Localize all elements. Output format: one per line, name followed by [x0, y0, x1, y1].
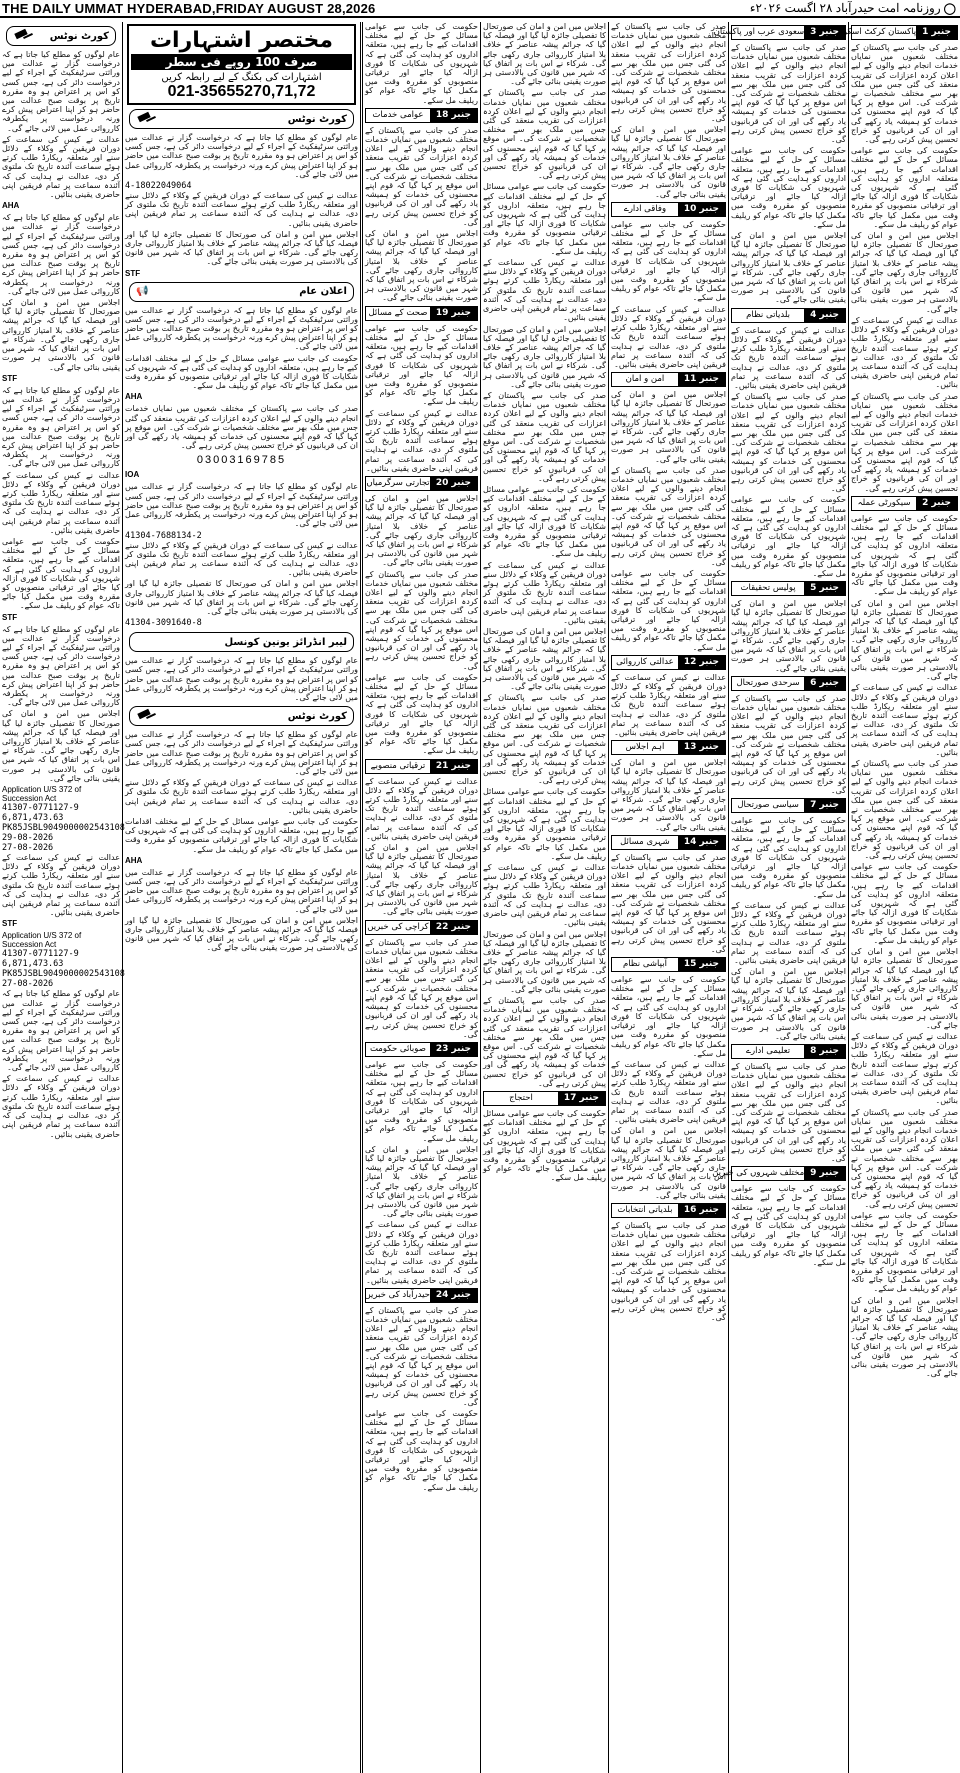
- court-notice-label-text: کورٹ نوٹس: [49, 30, 109, 42]
- news-paragraph: حکومت کی جانب سے عوامی مسائل کے حل کے لیے مختلف اقدامات کیے جا رہے ہیں، متعلقہ اداروں کو ہدایت کی گئی ہے کہ شہریوں کی شکایات کا فوری ازالہ کیا جائے اور ترقیاتی منصوبوں کو مقررہ وقت میں مکمل کیا جائے تاکہ عوام کو ریلیف مل سکے۔: [611, 219, 726, 303]
- news-text: [365, 126, 478, 303]
- news-paragraph: عدالت نے کیس کی سماعت کے دوران فریقین کے وکلاء کے دلائل سنے اور متعلقہ ریکارڈ طلب کرتے ہوئے سماعت آئندہ تاریخ تک ملتوی کر دی، عدالت نے ہدایت کی کہ آئندہ سماعت پر تمام فریقین اپنی حاضری یقینی بنائیں۔: [611, 1059, 726, 1125]
- heading-title: پولیس تحقیقات: [740, 583, 796, 594]
- news-text: [611, 220, 726, 369]
- heading-title: سعودی عرب اور پاکستان: [713, 27, 805, 37]
- section-heading-9: [712, 1166, 846, 1181]
- ad-phone-number: 03003169785: [196, 454, 287, 467]
- news-paragraph: عدالت نے کیس کی سماعت کے دوران فریقین کے وکلاء کے دلائل سنے اور متعلقہ ریکارڈ طلب کرتے ہوئے سماعت آئندہ تاریخ تک ملتوی کر دی، عدالت نے ہدایت کی کہ آئندہ سماعت پر تمام فریقین اپنی حاضری یقینی بنائیں۔: [731, 900, 846, 966]
- columns: [0, 22, 960, 1773]
- news-text: [851, 43, 958, 493]
- notice-stamp: AHA: [125, 855, 143, 865]
- notice-paragraph: عام لوگوں کو مطلع کیا جاتا ہے کہ درخواست گزار نے عدالت میں وراثتی سرٹیفکیٹ کے اجراء کے لیے درخواست دائر کی ہے، جس کسی کو اس پر اعتراض ہو وہ مقررہ تاریخ پر بوقت صبح عدالت میں حاضر ہو کر اپنا اعتراض پیش کرے ورنہ درخواست پر یکطرفہ کارروائی عمل میں لائی جائے گی۔: [125, 656, 358, 702]
- news-text: [611, 758, 726, 832]
- section-heading-18: [365, 108, 478, 123]
- news-paragraph: حکومت کی جانب سے عوامی مسائل کے حل کے لیے مختلف اقدامات کیے جا رہے ہیں، متعلقہ اداروں کو ہدایت کی گئی ہے کہ شہریوں کی شکایات کا فوری ازالہ کیا جائے اور ترقیاتی منصوبوں کو مقررہ وقت میں مکمل کیا جائے تاکہ عوام کو ریلیف مل سکے۔: [483, 182, 606, 256]
- news-paragraph: عدالت نے کیس کی سماعت کے دوران فریقین کے وکلاء کے دلائل سنے اور متعلقہ ریکارڈ طلب کرتے ہوئے سماعت آئندہ تاریخ تک ملتوی کر دی، عدالت نے ہدایت کی کہ آئندہ سماعت پر تمام فریقین اپنی حاضری یقینی بنائیں۔: [851, 1031, 958, 1106]
- heading-title: پاکستان کرکٹ اسکواڈ: [836, 27, 917, 37]
- notice-paragraph: عام لوگوں کو مطلع کیا جاتا ہے کہ درخواست گزار نے عدالت میں وراثتی سرٹیفکیٹ کے اجراء کے لیے درخواست دائر کی ہے، جس کسی کو اس پر اعتراض ہو وہ مقررہ تاریخ پر بوقت صبح عدالت میں حاضر ہو کر اپنا اعتراض پیش کرے ورنہ درخواست پر یکطرفہ کارروائی عمل میں لائی جائے گی۔: [2, 385, 120, 469]
- notice-text: [2, 386, 120, 611]
- heading-number: جنبر 12: [678, 656, 725, 669]
- heading-number: جنبر 11: [678, 373, 725, 386]
- news-paragraph: حکومت کی جانب سے عوامی مسائل کے حل کے لیے مختلف اقدامات کیے جا رہے ہیں، متعلقہ اداروں کو ہدایت کی گئی ہے کہ شہریوں کی شکایات کا فوری ازالہ کیا جائے اور ترقیاتی منصوبوں کو مقررہ وقت میں مکمل کیا جائے تاکہ عوام کو ریلیف مل سکے۔: [483, 1108, 606, 1183]
- iban-number: PK85JSBL9049000002543108: [2, 823, 125, 834]
- promo-contact: اشتہارات کی بکنگ کے لیے رابطہ کریں: [161, 72, 322, 83]
- news-paragraph: عدالت نے کیس کی سماعت کے دوران فریقین کے وکلاء کے دلائل سنے اور متعلقہ ریکارڈ طلب کرتے ہوئے سماعت آئندہ تاریخ تک ملتوی کر دی، عدالت نے ہدایت کی کہ آئندہ سماعت پر تمام فریقین اپنی حاضری یقینی بنائیں۔: [851, 683, 958, 757]
- news-paragraph: حکومت کی جانب سے عوامی مسائل کے حل کے لیے مختلف اقدامات کیے جا رہے ہیں، متعلقہ اداروں کو ہدایت کی گئی ہے کہ شہریوں کی شکایات کا فوری ازالہ کیا جائے اور ترقیاتی منصوبوں کو مقررہ وقت میں مکمل کیا جائے تاکہ عوام کو ریلیف مل سکے۔: [611, 568, 726, 652]
- amount: 6,871,473.63: [2, 959, 64, 970]
- news-text: [731, 816, 846, 1041]
- masthead-urdu-text: روزنامہ امت حیدرآباد ۲۸ اگست ۲۰۲۶ء: [749, 1, 941, 15]
- union-council-label: [129, 632, 354, 652]
- news-text: [611, 1221, 726, 1322]
- news-paragraph: صدر کی جانب سے پاکستان کے مختلف شعبوں میں نمایاں خدمات انجام دینے والوں کے لیے اعلان کردہ اعزازات کی تقریب منعقد کی گئی جس میں ملک بھر سے مختلف شخصیات نے شرکت کی۔ اس موقع پر کہا گیا کہ قوم اپنے محسنوں کی خدمات کو ہمیشہ یاد رکھے گی اور ان کی قربانیوں کو خراج تحسین پیش کرتی رہے گی۔: [731, 392, 846, 494]
- news-paragraph: صدر کی جانب سے پاکستان کے مختلف شعبوں میں نمایاں خدمات انجام دینے والوں کے لیے اعلان کردہ اعزازات کی تقریب منعقد کی گئی جس میں ملک بھر سے مختلف شخصیات نے شرکت کی۔ اس موقع پر کہا گیا کہ قوم اپنے محسنوں کی خدمات کو ہمیشہ یاد رکھے گی اور ان کی قربانیوں کو خراج تحسین پیش کرتی رہے گی۔: [365, 569, 478, 671]
- heading-title: حیدرآباد کی خبریں: [364, 1289, 430, 1300]
- section-heading-5: [731, 581, 846, 596]
- news-paragraph: حکومت کی جانب سے عوامی مسائل کے حل کے لیے مختلف اقدامات کیے جا رہے ہیں، متعلقہ اداروں کو ہدایت کی گئی ہے کہ شہریوں کی شکایات کا فوری ازالہ کیا جائے اور ترقیاتی منصوبوں کو مقررہ وقت میں مکمل کیا جائے تاکہ عوام کو ریلیف مل سکے۔: [851, 1210, 958, 1294]
- heading-number: جنبر 21: [430, 760, 477, 773]
- news-paragraph: عدالت نے کیس کی سماعت کے دوران فریقین کے وکلاء کے دلائل سنے اور متعلقہ ریکارڈ طلب کرتے ہوئے سماعت آئندہ تاریخ تک ملتوی کر دی، عدالت نے ہدایت کی کہ آئندہ سماعت پر تمام فریقین اپنی حاضری یقینی بنائیں۔: [365, 408, 478, 473]
- notice-paragraph: عدالت نے کیس کی سماعت کے دوران فریقین کے وکلاء کے دلائل سنے اور متعلقہ ریکارڈ طلب کرتے ہوئے سماعت آئندہ تاریخ تک ملتوی کر دی، عدالت نے ہدایت کی کہ آئندہ سماعت پر تمام فریقین اپنی حاضری یقینی بنائیں۔: [2, 134, 120, 200]
- heading-number: جنبر 13: [678, 741, 725, 754]
- heading-number: جنبر 24: [430, 1289, 477, 1302]
- gavel-icon: [13, 29, 35, 43]
- heading-title: سرحدی صورتحال: [736, 677, 800, 688]
- news-text: [365, 938, 478, 1039]
- heading-title: ترقیاتی منصوبے: [370, 760, 426, 771]
- news-paragraph: اجلاس میں امن و امان کی صورتحال کا تفصیلی جائزہ لیا گیا اور فیصلہ کیا گیا کہ جرائم پیشہ عناصر کے خلاف بلا امتیاز کارروائی جاری رکھی جائے گی۔ شرکاء نے اس بات پر اتفاق کیا کہ شہر میں قانون کی بالادستی ہر صورت یقینی بنائی جائے گی۔: [611, 125, 726, 199]
- news-paragraph: صدر کی جانب سے پاکستان کے مختلف شعبوں میں نمایاں خدمات انجام دینے والوں کے لیے اعلان کردہ اعزازات کی تقریب منعقد کی گئی جس میں ملک بھر سے مختلف شخصیات نے شرکت کی۔ اس موقع پر کہا گیا کہ قوم اپنے محسنوں کی خدمات کو ہمیشہ یاد رکھے گی اور ان کی قربانیوں کو خراج تحسین پیش کرتی رہے گی۔: [851, 43, 958, 145]
- news-paragraph: حکومت کی جانب سے عوامی مسائل کے حل کے لیے مختلف اقدامات کیے جا رہے ہیں، متعلقہ اداروں کو ہدایت کی گئی ہے کہ شہریوں کی شکایات کا فوری ازالہ کیا جائے اور ترقیاتی منصوبوں کو مقررہ وقت میں مکمل کیا جائے تاکہ عوام کو ریلیف مل سکے۔: [851, 862, 958, 945]
- news-paragraph: صدر کی جانب سے پاکستان کے مختلف شعبوں میں نمایاں خدمات انجام دینے والوں کے لیے اعلان کردہ اعزازات کی تقریب منعقد کی گئی جس میں ملک بھر سے مختلف شخصیات نے شرکت کی۔ اس موقع پر کہا گیا کہ قوم اپنے محسنوں کی خدمات کو ہمیشہ یاد رکھے گی اور ان کی قربانیوں کو خراج تحسین پیش کرتی رہے گی۔: [611, 465, 726, 567]
- heading-title: سیکورٹی عملہ: [857, 497, 911, 508]
- notice-stamp: STF: [2, 919, 18, 929]
- section-heading-12: [611, 655, 726, 670]
- heading-title: سیاسی صورتحال: [737, 800, 799, 811]
- heading-number: جنبر 10: [678, 203, 725, 216]
- announcement-label: [129, 282, 354, 302]
- news-paragraph: صدر کی جانب سے پاکستان کے مختلف شعبوں میں نمایاں خدمات انجام دینے والوں کے لیے اعلان کردہ اعزازات کی تقریب منعقد کی گئی جس میں ملک بھر سے مختلف شخصیات نے شرکت کی۔ اس موقع پر کہا گیا کہ قوم اپنے محسنوں کی خدمات کو ہمیشہ یاد رکھے گی اور ان کی قربانیوں کو خراج تحسین پیش کرتی رہے گی۔: [851, 759, 958, 861]
- notice-paragraph: حکومت کی جانب سے عوامی مسائل کے حل کے لیے مختلف اقدامات کیے جا رہے ہیں، متعلقہ اداروں کو ہدایت کی گئی ہے کہ شہریوں کی شکایات کا فوری ازالہ کیا جائے اور ترقیاتی منصوبوں کو مقررہ وقت میں مکمل کیا جائے تاکہ عوام کو ریلیف مل سکے۔: [125, 353, 358, 391]
- news-paragraph: عدالت نے کیس کی سماعت کے دوران فریقین کے وکلاء کے دلائل سنے اور متعلقہ ریکارڈ طلب کرتے ہوئے سماعت آئندہ تاریخ تک ملتوی کر دی، عدالت نے ہدایت کی کہ آئندہ سماعت پر تمام فریقین اپنی حاضری یقینی بنائیں۔: [365, 1220, 478, 1285]
- news-paragraph: صدر کی جانب سے پاکستان کے مختلف شعبوں میں نمایاں خدمات انجام دینے والوں کے لیے اعلان کردہ اعزازات کی تقریب منعقد کی گئی جس میں ملک بھر سے مختلف شخصیات نے شرکت کی۔ اس موقع پر کہا گیا کہ قوم اپنے محسنوں کی خدمات کو ہمیشہ یاد رکھے گی اور ان کی قربانیوں کو خراج تحسین پیش کرتی رہے گی۔: [731, 43, 846, 145]
- notice-date: 27-08-2026: [2, 979, 54, 990]
- notice-paragraph: عام لوگوں کو مطلع کیا جاتا ہے کہ درخواست گزار نے عدالت میں وراثتی سرٹیفکیٹ کے اجراء کے لیے درخواست دائر کی ہے، جس کسی کو اس پر اعتراض ہو وہ مقررہ تاریخ پر بوقت صبح عدالت میں حاضر ہو کر اپنا اعتراض پیش کرے ورنہ درخواست پر یکطرفہ کارروائی عمل میں لائی جائے گی۔: [125, 730, 358, 776]
- heading-title: تجارتی سرگرمیاں: [366, 477, 430, 488]
- heading-number: جنبر 3: [804, 26, 845, 39]
- notice-paragraph: عدالت نے کیس کی سماعت کے دوران فریقین کے وکلاء کے دلائل سنے اور متعلقہ ریکارڈ طلب کرتے ہوئے سماعت آئندہ تاریخ تک ملتوی کر دی، عدالت نے ہدایت کی کہ آئندہ سماعت پر تمام فریقین اپنی حاضری یقینی بنائیں۔: [125, 191, 358, 228]
- heading-title: صوبائی حکومت: [369, 1043, 426, 1054]
- news-paragraph: صدر کی جانب سے پاکستان کے مختلف شعبوں میں نمایاں خدمات انجام دینے والوں کے لیے اعلان کردہ اعزازات کی تقریب منعقد کی گئی جس میں ملک بھر سے مختلف شخصیات نے شرکت کی۔ اس موقع پر کہا گیا کہ قوم اپنے محسنوں کی خدمات کو ہمیشہ یاد رکھے گی اور ان کی قربانیوں کو خراج تحسین پیش کرتی رہے گی۔: [731, 1061, 846, 1163]
- column-news-7: [836, 22, 960, 1773]
- news-paragraph: حکومت کی جانب سے عوامی مسائل کے حل کے لیے مختلف اقدامات کیے جا رہے ہیں، متعلقہ اداروں کو ہدایت کی گئی ہے کہ شہریوں کی شکایات کا فوری ازالہ کیا جائے اور ترقیاتی منصوبوں کو مقررہ وقت میں مکمل کیا جائے تاکہ عوام کو ریلیف مل سکے۔: [851, 513, 958, 597]
- section-heading-7: [731, 798, 846, 813]
- notice-paragraph: اجلاس میں امن و امان کی صورتحال کا تفصیلی جائزہ لیا گیا اور فیصلہ کیا گیا کہ جرائم پیشہ عناصر کے خلاف بلا امتیاز کارروائی جاری رکھی جائے گی۔ شرکاء نے اس بات پر اتفاق کیا کہ شہر میں قانون کی بالادستی ہر صورت یقینی بنائی جائے گی۔: [125, 579, 358, 616]
- section-heading-10: [611, 202, 726, 217]
- news-text: [483, 1109, 606, 1183]
- notice-stamp: IOA: [125, 470, 140, 480]
- news-paragraph: صدر کی جانب سے پاکستان کے مختلف شعبوں میں نمایاں خدمات انجام دینے والوں کے لیے اعلان کردہ اعزازات کی تقریب منعقد کی گئی جس میں ملک بھر سے مختلف شخصیات نے شرکت کی۔ اس موقع پر کہا گیا کہ قوم اپنے محسنوں کی خدمات کو ہمیشہ یاد رکھے گی اور ان کی قربانیوں کو خراج تحسین پیش کرتی رہے گی۔: [851, 1107, 958, 1209]
- news-paragraph: اجلاس میں امن و امان کی صورتحال کا تفصیلی جائزہ لیا گیا اور فیصلہ کیا گیا کہ جرائم پیشہ عناصر کے خلاف بلا امتیاز کارروائی جاری رکھی جائے گی۔ شرکاء نے اس بات پر اتفاق کیا کہ شہر میں قانون کی بالادستی ہر صورت یقینی بنائی جائے گی۔: [365, 493, 478, 568]
- iban-number: PK85JSBL9049000002543108: [2, 969, 125, 980]
- notice-paragraph: عدالت نے کیس کی سماعت کے دوران فریقین کے وکلاء کے دلائل سنے اور متعلقہ ریکارڈ طلب کرتے ہوئے سماعت آئندہ تاریخ تک ملتوی کر دی، عدالت نے ہدایت کی کہ آئندہ سماعت پر تمام فریقین اپنی حاضری یقینی بنائیں۔: [125, 778, 358, 815]
- notice-text: [2, 50, 120, 199]
- notice-stamp: AHA: [2, 201, 20, 211]
- section-heading-17: [483, 1091, 606, 1106]
- news-paragraph: اجلاس میں امن و امان کی صورتحال کا تفصیلی جائزہ لیا گیا اور فیصلہ کیا گیا کہ جرائم پیشہ عناصر کے خلاف بلا امتیاز کارروائی جاری رکھی جائے گی۔ شرکاء نے اس بات پر اتفاق کیا کہ شہر میں قانون کی بالادستی ہر صورت یقینی بنائی جائے گی۔: [483, 324, 606, 389]
- news-paragraph: صدر کی جانب سے پاکستان کے مختلف شعبوں میں نمایاں خدمات انجام دینے والوں کے لیے اعلان کردہ اعزازات کی تقریب منعقد کی گئی جس میں ملک بھر سے مختلف شخصیات نے شرکت کی۔ اس موقع پر کہا گیا کہ قوم اپنے محسنوں کی خدمات کو ہمیشہ یاد رکھے گی اور ان کی قربانیوں کو خراج تحسین پیش کرتی رہے گی۔: [483, 995, 606, 1088]
- heading-title: احتجاج: [509, 1092, 533, 1103]
- heading-number: جنبر 6: [804, 677, 845, 690]
- news-paragraph: صدر کی جانب سے پاکستان کے مختلف شعبوں میں نمایاں خدمات انجام دینے والوں کے لیے اعلان کردہ اعزازات کی تقریب منعقد کی گئی جس میں ملک بھر سے مختلف شخصیات نے شرکت کی۔ اس موقع پر کہا گیا کہ قوم اپنے محسنوں کی خدمات کو ہمیشہ یاد رکھے گی اور ان کی قربانیوں کو خراج تحسین پیش کرتی رہے گی۔: [365, 1305, 478, 1407]
- news-paragraph: حکومت کی جانب سے عوامی مسائل کے حل کے لیے مختلف اقدامات کیے جا رہے ہیں، متعلقہ اداروں کو ہدایت کی گئی ہے کہ شہریوں کی شکایات کا فوری ازالہ کیا جائے اور ترقیاتی منصوبوں کو مقررہ وقت میں مکمل کیا جائے تاکہ عوام کو ریلیف مل سکے۔: [731, 816, 846, 899]
- megaphone-icon: 📢: [136, 286, 149, 298]
- news-text: [851, 514, 958, 1379]
- heading-title: کراچی کی خبریں: [367, 921, 429, 932]
- news-paragraph: صدر کی جانب سے پاکستان کے مختلف شعبوں میں نمایاں خدمات انجام دینے والوں کے لیے اعلان کردہ اعزازات کی تقریب منعقد کی گئی جس میں ملک بھر سے مختلف شخصیات نے شرکت کی۔ اس موقع پر کہا گیا کہ قوم اپنے محسنوں کی خدمات کو ہمیشہ یاد رکھے گی اور ان کی قربانیوں کو خراج تحسین پیش کرتی رہے گی۔: [483, 693, 606, 786]
- promo-phone: 021-35655270,71,72: [167, 83, 316, 100]
- notice-stamp: STF: [2, 612, 18, 622]
- heading-title: آبپاشی نظام: [622, 959, 667, 970]
- ummat-logo-icon: ◯: [940, 3, 956, 15]
- news-text: [611, 673, 726, 737]
- news-paragraph: صدر کی جانب سے پاکستان کے مختلف شعبوں میں نمایاں خدمات انجام دینے والوں کے لیے اعلان کردہ اعزازات کی تقریب منعقد کی گئی جس میں ملک بھر سے مختلف شخصیات نے شرکت کی۔ اس موقع پر کہا گیا کہ قوم اپنے محسنوں کی خدمات کو ہمیشہ یاد رکھے گی اور ان کی قربانیوں کو خراج تحسین پیش کرتی رہے گی۔: [611, 22, 726, 124]
- news-paragraph: اجلاس میں امن و امان کی صورتحال کا تفصیلی جائزہ لیا گیا اور فیصلہ کیا گیا کہ جرائم پیشہ عناصر کے خلاف بلا امتیاز کارروائی جاری رکھی جائے گی۔ شرکاء نے اس بات پر اتفاق کیا کہ شہر میں قانون کی بالادستی ہر صورت یقینی بنائی جائے گی۔: [851, 1295, 958, 1379]
- notice-paragraph: عام لوگوں کو مطلع کیا جاتا ہے کہ درخواست گزار نے عدالت میں وراثتی سرٹیفکیٹ کے اجراء کے لیے درخواست دائر کی ہے، جس کسی کو اس پر اعتراض ہو وہ مقررہ تاریخ پر بوقت صبح عدالت میں حاضر ہو کر اپنا اعتراض پیش کرے ورنہ درخواست پر یکطرفہ کارروائی عمل میں لائی جائے گی۔: [2, 624, 120, 708]
- news-paragraph: حکومت کی جانب سے عوامی مسائل کے حل کے لیے مختلف اقدامات کیے جا رہے ہیں، متعلقہ اداروں کو ہدایت کی گئی ہے کہ شہریوں کی شکایات کا فوری ازالہ کیا جائے اور ترقیاتی منصوبوں کو مقررہ وقت میں مکمل کیا جائے تاکہ عوام کو ریلیف مل سکے۔: [365, 1059, 478, 1143]
- section-heading-13: [611, 740, 726, 755]
- news-text: [365, 777, 478, 917]
- notice-text: [2, 213, 120, 371]
- news-text: [365, 1060, 478, 1285]
- section-heading-20: [365, 476, 478, 491]
- section-heading-11: [611, 372, 726, 387]
- news-paragraph: اجلاس میں امن و امان کی صورتحال کا تفصیلی جائزہ لیا گیا اور فیصلہ کیا گیا کہ جرائم پیشہ عناصر کے خلاف بلا امتیاز کارروائی جاری رکھی جائے گی۔ شرکاء نے اس بات پر اتفاق کیا کہ شہر میں قانون کی بالادستی ہر صورت یقینی بنائی جائے گی۔: [611, 390, 726, 464]
- section-heading-16: [611, 1203, 726, 1218]
- news-paragraph: عدالت نے کیس کی سماعت کے دوران فریقین کے وکلاء کے دلائل سنے اور متعلقہ ریکارڈ طلب کرتے ہوئے سماعت آئندہ تاریخ تک ملتوی کر دی، عدالت نے ہدایت کی کہ آئندہ سماعت پر تمام فریقین اپنی حاضری یقینی بنائیں۔: [851, 315, 958, 390]
- news-text: [483, 22, 606, 1088]
- section-heading-6: [731, 676, 846, 691]
- notice-text: [2, 625, 120, 783]
- masthead: [0, 0, 960, 18]
- news-paragraph: اجلاس میں امن و امان کی صورتحال کا تفصیلی جائزہ لیا گیا اور فیصلہ کیا گیا کہ جرائم پیشہ عناصر کے خلاف بلا امتیاز کارروائی جاری رکھی جائے گی۔ شرکاء نے اس بات پر اتفاق کیا کہ شہر میں قانون کی بالادستی ہر صورت یقینی بنائی جائے گی۔: [483, 627, 606, 692]
- news-paragraph: اجلاس میں امن و امان کی صورتحال کا تفصیلی جائزہ لیا گیا اور فیصلہ کیا گیا کہ جرائم پیشہ عناصر کے خلاف بلا امتیاز کارروائی جاری رکھی جائے گی۔ شرکاء نے اس بات پر اتفاق کیا کہ شہر میں قانون کی بالادستی ہر صورت یقینی بنائی جائے گی۔: [611, 758, 726, 832]
- court-notice-label: [6, 26, 116, 46]
- news-paragraph: صدر کی جانب سے پاکستان کے مختلف شعبوں میں نمایاں خدمات انجام دینے والوں کے لیے اعلان کردہ اعزازات کی تقریب منعقد کی گئی جس میں ملک بھر سے مختلف شخصیات نے شرکت کی۔ اس موقع پر کہا گیا کہ قوم اپنے محسنوں کی خدمات کو ہمیشہ یاد رکھے گی اور ان کی قربانیوں کو خراج تحسین پیش کرتی رہے گی۔: [365, 937, 478, 1039]
- heading-number: جنبر 16: [678, 1204, 725, 1217]
- classified-promo-box: [127, 24, 356, 105]
- heading-title: صحت کے مسائل: [368, 307, 428, 318]
- notice-text: [125, 133, 358, 179]
- heading-title: اہم اجلاس: [625, 742, 665, 753]
- heading-number: جنبر 18: [430, 109, 477, 122]
- notice-paragraph: حکومت کی جانب سے عوامی مسائل کے حل کے لیے مختلف اقدامات کیے جا رہے ہیں، متعلقہ اداروں کو ہدایت کی گئی ہے کہ شہریوں کی شکایات کا فوری ازالہ کیا جائے اور ترقیاتی منصوبوں کو مقررہ وقت میں مکمل کیا جائے تاکہ عوام کو ریلیف مل سکے۔: [2, 536, 120, 611]
- cnic-number: 41304-3091640-8: [125, 618, 202, 629]
- notice-paragraph: عدالت نے کیس کی سماعت کے دوران فریقین کے وکلاء کے دلائل سنے اور متعلقہ ریکارڈ طلب کرتے ہوئے سماعت آئندہ تاریخ تک ملتوی کر دی، عدالت نے ہدایت کی کہ آئندہ سماعت پر تمام فریقین اپنی حاضری یقینی بنائیں۔: [2, 853, 120, 918]
- news-text: [365, 1306, 478, 1492]
- notice-text: [125, 404, 358, 450]
- court-notice-label-text: کورٹ نوٹس: [287, 113, 347, 125]
- gavel-icon: [136, 112, 158, 126]
- notice-paragraph: اجلاس میں امن و امان کی صورتحال کا تفصیلی جائزہ لیا گیا اور فیصلہ کیا گیا کہ جرائم پیشہ عناصر کے خلاف بلا امتیاز کارروائی جاری رکھی جائے گی۔ شرکاء نے اس بات پر اتفاق کیا کہ شہر میں قانون کی بالادستی ہر صورت یقینی بنائی جائے گی۔: [2, 298, 120, 372]
- news-paragraph: اجلاس میں امن و امان کی صورتحال کا تفصیلی جائزہ لیا گیا اور فیصلہ کیا گیا کہ جرائم پیشہ عناصر کے خلاف بلا امتیاز کارروائی جاری رکھی جائے گی۔ شرکاء نے اس بات پر اتفاق کیا کہ شہر میں قانون کی بالادستی ہر صورت یقینی بنائی جائے گی۔: [483, 22, 606, 87]
- news-paragraph: اجلاس میں امن و امان کی صورتحال کا تفصیلی جائزہ لیا گیا اور فیصلہ کیا گیا کہ جرائم پیشہ عناصر کے خلاف بلا امتیاز کارروائی جاری رکھی جائے گی۔ شرکاء نے اس بات پر اتفاق کیا کہ شہر میں قانون کی بالادستی ہر صورت یقینی بنائی جائے گی۔: [731, 231, 846, 305]
- court-notice-label: [129, 109, 354, 129]
- notice-text: [125, 541, 358, 617]
- cnic-number: 41307-0771127-9: [2, 803, 79, 814]
- heading-number: جنبر 9: [804, 1167, 845, 1180]
- news-text: [731, 1184, 846, 1267]
- heading-title: عوامی خدمات: [372, 109, 424, 120]
- news-paragraph: حکومت کی جانب سے عوامی مسائل کے حل کے لیے مختلف اقدامات کیے جا رہے ہیں، متعلقہ اداروں کو ہدایت کی گئی ہے کہ شہریوں کی شکایات کا فوری ازالہ کیا جائے اور ترقیاتی منصوبوں کو مقررہ وقت میں مکمل کیا جائے تاکہ عوام کو ریلیف مل سکے۔: [365, 672, 478, 756]
- news-text: [611, 390, 726, 652]
- notice-paragraph: عام لوگوں کو مطلع کیا جاتا ہے کہ درخواست گزار نے عدالت میں وراثتی سرٹیفکیٹ کے اجراء کے لیے درخواست دائر کی ہے، جس کسی کو اس پر اعتراض ہو وہ مقررہ تاریخ پر بوقت صبح عدالت میں حاضر ہو کر اپنا اعتراض پیش کرے ورنہ درخواست پر یکطرفہ کارروائی عمل میں لائی جائے گی۔: [2, 989, 120, 1073]
- masthead-english-title: THE DAILY UMMAT HYDERABAD,FRIDAY AUGUST 28,2026: [2, 0, 376, 16]
- union-council-label-text: لیبر انڈرائز یونین کونسل: [224, 636, 347, 648]
- notice-paragraph: صدر کی جانب سے پاکستان کے مختلف شعبوں میں نمایاں خدمات انجام دینے والوں کے لیے اعلان کردہ اعزازات کی تقریب منعقد کی گئی جس میں ملک بھر سے مختلف شخصیات نے شرکت کی۔ اس موقع پر کہا گیا کہ قوم اپنے محسنوں کی خدمات کو ہمیشہ یاد رکھے گی اور ان کی قربانیوں کو خراج تحسین پیش کرتی رہے گی۔: [125, 404, 358, 451]
- news-paragraph: صدر کی جانب سے پاکستان کے مختلف شعبوں میں نمایاں خدمات انجام دینے والوں کے لیے اعلان کردہ اعزازات کی تقریب منعقد کی گئی جس میں ملک بھر سے مختلف شخصیات نے شرکت کی۔ اس موقع پر کہا گیا کہ قوم اپنے محسنوں کی خدمات کو ہمیشہ یاد رکھے گی اور ان کی قربانیوں کو خراج تحسین پیش کرتی رہے گی۔: [731, 693, 846, 795]
- notice-text: [125, 656, 358, 702]
- news-paragraph: عدالت نے کیس کی سماعت کے دوران فریقین کے وکلاء کے دلائل سنے اور متعلقہ ریکارڈ طلب کرتے ہوئے سماعت آئندہ تاریخ تک ملتوی کر دی، عدالت نے ہدایت کی کہ آئندہ سماعت پر تمام فریقین اپنی حاضری یقینی بنائیں۔: [611, 672, 726, 738]
- heading-number: جنبر 17: [558, 1092, 605, 1105]
- notice-paragraph: حکومت کی جانب سے عوامی مسائل کے حل کے لیے مختلف اقدامات کیے جا رہے ہیں، متعلقہ اداروں کو ہدایت کی گئی ہے کہ شہریوں کی شکایات کا فوری ازالہ کیا جائے اور ترقیاتی منصوبوں کو مقررہ وقت میں مکمل کیا جائے تاکہ عوام کو ریلیف مل سکے۔: [125, 816, 358, 854]
- news-paragraph: حکومت کی جانب سے عوامی مسائل کے حل کے لیے مختلف اقدامات کیے جا رہے ہیں، متعلقہ اداروں کو ہدایت کی گئی ہے کہ شہریوں کی شکایات کا فوری ازالہ کیا جائے اور ترقیاتی منصوبوں کو مقررہ وقت میں مکمل کیا جائے تاکہ عوام کو ریلیف مل سکے۔: [611, 975, 726, 1058]
- news-paragraph: حکومت کی جانب سے عوامی مسائل کے حل کے لیے مختلف اقدامات کیے جا رہے ہیں، متعلقہ اداروں کو ہدایت کی گئی ہے کہ شہریوں کی شکایات کا فوری ازالہ کیا جائے اور ترقیاتی منصوبوں کو مقررہ وقت میں مکمل کیا جائے تاکہ عوام کو ریلیف مل سکے۔: [851, 146, 958, 229]
- heading-number: جنبر 19: [430, 307, 477, 320]
- heading-title: تعلیمی ادارے: [746, 1045, 791, 1056]
- news-paragraph: اجلاس میں امن و امان کی صورتحال کا تفصیلی جائزہ لیا گیا اور فیصلہ کیا گیا کہ جرائم پیشہ عناصر کے خلاف بلا امتیاز کارروائی جاری رکھی جائے گی۔ شرکاء نے اس بات پر اتفاق کیا کہ شہر میں قانون کی بالادستی ہر صورت یقینی بنائی جائے گی۔: [851, 598, 958, 682]
- notice-date: 27-08-2026: [2, 843, 54, 854]
- reference-number: 4-18022049064: [125, 181, 192, 192]
- cnic-number: 41307-0771127-9: [2, 949, 79, 960]
- court-notice-label-text: کورٹ نوٹس: [287, 710, 347, 722]
- notice-paragraph: عام لوگوں کو مطلع کیا جاتا ہے کہ درخواست گزار نے عدالت میں وراثتی سرٹیفکیٹ کے اجراء کے لیے درخواست دائر کی ہے، جس کسی کو اس پر اعتراض ہو وہ مقررہ تاریخ پر بوقت صبح عدالت میں حاضر ہو کر اپنا اعتراض پیش کرے ورنہ درخواست پر یکطرفہ کارروائی عمل میں لائی جائے گی۔: [2, 50, 120, 133]
- heading-title: امن و امان: [625, 374, 665, 385]
- notice-text: [125, 482, 358, 528]
- section-heading-2: [851, 496, 958, 511]
- news-paragraph: صدر کی جانب سے پاکستان کے مختلف شعبوں میں نمایاں خدمات انجام دینے والوں کے لیے اعلان کردہ اعزازات کی تقریب منعقد کی گئی جس میں ملک بھر سے مختلف شخصیات نے شرکت کی۔ اس موقع پر کہا گیا کہ قوم اپنے محسنوں کی خدمات کو ہمیشہ یاد رکھے گی اور ان کی قربانیوں کو خراج تحسین پیش کرتی رہے گی۔: [611, 1220, 726, 1322]
- news-paragraph: حکومت کی جانب سے عوامی مسائل کے حل کے لیے مختلف اقدامات کیے جا رہے ہیں، متعلقہ اداروں کو ہدایت کی گئی ہے کہ شہریوں کی شکایات کا فوری ازالہ کیا جائے اور ترقیاتی منصوبوں کو مقررہ وقت میں مکمل کیا جائے تاکہ عوام کو ریلیف مل سکے۔: [731, 1184, 846, 1267]
- amount: 6,871,473.63: [2, 813, 64, 824]
- news-paragraph: عدالت نے کیس کی سماعت کے دوران فریقین کے وکلاء کے دلائل سنے اور متعلقہ ریکارڈ طلب کرتے ہوئے سماعت آئندہ تاریخ تک ملتوی کر دی، عدالت نے ہدایت کی کہ آئندہ سماعت پر تمام فریقین اپنی حاضری یقینی بنائیں۔: [611, 304, 726, 369]
- notice-paragraph: عدالت نے کیس کی سماعت کے دوران فریقین کے وکلاء کے دلائل سنے اور متعلقہ ریکارڈ طلب کرتے ہوئے سماعت آئندہ تاریخ تک ملتوی کر دی، عدالت نے ہدایت کی کہ آئندہ سماعت پر تمام فریقین اپنی حاضری یقینی بنائیں۔: [125, 540, 358, 578]
- column-news-3: [360, 22, 480, 1773]
- news-paragraph: اجلاس میں امن و امان کی صورتحال کا تفصیلی جائزہ لیا گیا اور فیصلہ کیا گیا کہ جرائم پیشہ عناصر کے خلاف بلا امتیاز کارروائی جاری رکھی جائے گی۔ شرکاء نے اس بات پر اتفاق کیا کہ شہر میں قانون کی بالادستی ہر صورت یقینی بنائی جائے گی۔: [851, 947, 958, 1030]
- heading-number: جنبر 7: [804, 799, 845, 812]
- promo-rate: صرف 100 روپے فی سطر: [131, 54, 352, 70]
- news-text: [731, 43, 846, 305]
- news-paragraph: حکومت کی جانب سے عوامی مسائل کے حل کے لیے مختلف اقدامات کیے جا رہے ہیں، متعلقہ اداروں کو ہدایت کی گئی ہے کہ شہریوں کی شکایات کا فوری ازالہ کیا جائے اور ترقیاتی منصوبوں کو مقررہ وقت میں مکمل کیا جائے تاکہ عوام کو ریلیف مل سکے۔: [483, 484, 606, 559]
- application-line: Application U/S 372 of Succession Act: [2, 785, 82, 804]
- heading-title: بلدیاتی نظام: [746, 309, 791, 320]
- notice-paragraph: عام لوگوں کو مطلع کیا جاتا ہے کہ درخواست گزار نے عدالت میں وراثتی سرٹیفکیٹ کے اجراء کے لیے درخواست دائر کی ہے، جس کسی کو اس پر اعتراض ہو وہ مقررہ تاریخ پر بوقت صبح عدالت میں حاضر ہو کر اپنا اعتراض پیش کرے ورنہ درخواست پر یکطرفہ کارروائی عمل میں لائی جائے گی۔: [125, 867, 358, 914]
- notice-stamp: AHA: [125, 392, 143, 402]
- heading-number: جنبر 20: [430, 477, 477, 490]
- heading-number: جنبر 14: [678, 836, 725, 849]
- section-heading-4: [731, 308, 846, 323]
- notice-paragraph: عام لوگوں کو مطلع کیا جاتا ہے کہ درخواست گزار نے عدالت میں وراثتی سرٹیفکیٹ کے اجراء کے لیے درخواست دائر کی ہے، جس کسی کو اس پر اعتراض ہو وہ مقررہ تاریخ پر بوقت صبح عدالت میں حاضر ہو کر اپنا اعتراض پیش کرے ورنہ درخواست پر یکطرفہ کارروائی عمل میں لائی جائے گی۔: [125, 305, 358, 352]
- column-news-6: [712, 22, 848, 1773]
- heading-number: جنبر 15: [678, 958, 725, 971]
- heading-number: جنبر 2: [916, 497, 957, 510]
- heading-number: جنبر 5: [804, 582, 845, 595]
- heading-number: جنبر 1: [916, 26, 957, 39]
- section-heading-24: [365, 1288, 478, 1303]
- promo-title: مختصر اشتہارات: [149, 28, 334, 53]
- news-paragraph: حکومت کی جانب سے عوامی مسائل کے حل کے لیے مختلف اقدامات کیے جا رہے ہیں، متعلقہ اداروں کو ہدایت کی گئی ہے کہ شہریوں کی شکایات کا فوری ازالہ کیا جائے اور ترقیاتی منصوبوں کو مقررہ وقت میں مکمل کیا جائے تاکہ عوام کو ریلیف مل سکے۔: [483, 787, 606, 861]
- news-paragraph: اجلاس میں امن و امان کی صورتحال کا تفصیلی جائزہ لیا گیا اور فیصلہ کیا گیا کہ جرائم پیشہ عناصر کے خلاف بلا امتیاز کارروائی جاری رکھی جائے گی۔ شرکاء نے اس بات پر اتفاق کیا کہ شہر میں قانون کی بالادستی ہر صورت یقینی بنائی جائے گی۔: [365, 1144, 478, 1219]
- news-paragraph: اجلاس میں امن و امان کی صورتحال کا تفصیلی جائزہ لیا گیا اور فیصلہ کیا گیا کہ جرائم پیشہ عناصر کے خلاف بلا امتیاز کارروائی جاری رکھی جائے گی۔ شرکاء نے اس بات پر اتفاق کیا کہ شہر میں قانون کی بالادستی ہر صورت یقینی بنائی جائے گی۔: [851, 231, 958, 314]
- news-paragraph: عدالت نے کیس کی سماعت کے دوران فریقین کے وکلاء کے دلائل سنے اور متعلقہ ریکارڈ طلب کرتے ہوئے سماعت آئندہ تاریخ تک ملتوی کر دی، عدالت نے ہدایت کی کہ آئندہ سماعت پر تمام فریقین اپنی حاضری یقینی بنائیں۔: [731, 325, 846, 390]
- cnic-number: 41304-7688134-2: [125, 530, 202, 541]
- news-paragraph: عدالت نے کیس کی سماعت کے دوران فریقین کے وکلاء کے دلائل سنے اور متعلقہ ریکارڈ طلب کرتے ہوئے سماعت آئندہ تاریخ تک ملتوی کر دی، عدالت نے ہدایت کی کہ آئندہ سماعت پر تمام فریقین اپنی حاضری یقینی بنائیں۔: [483, 258, 606, 323]
- section-heading-3: [713, 25, 846, 40]
- news-paragraph: حکومت کی جانب سے عوامی مسائل کے حل کے لیے مختلف اقدامات کیے جا رہے ہیں، متعلقہ اداروں کو ہدایت کی گئی ہے کہ شہریوں کی شکایات کا فوری ازالہ کیا جائے اور ترقیاتی منصوبوں کو مقررہ وقت میں مکمل کیا جائے تاکہ عوام کو ریلیف مل سکے۔: [731, 146, 846, 229]
- news-paragraph: اجلاس میں امن و امان کی صورتحال کا تفصیلی جائزہ لیا گیا اور فیصلہ کیا گیا کہ جرائم پیشہ عناصر کے خلاف بلا امتیاز کارروائی جاری رکھی جائے گی۔ شرکاء نے اس بات پر اتفاق کیا کہ شہر میں قانون کی بالادستی ہر صورت یقینی بنائی جائے گی۔: [365, 843, 478, 917]
- news-paragraph: اجلاس میں امن و امان کی صورتحال کا تفصیلی جائزہ لیا گیا اور فیصلہ کیا گیا کہ جرائم پیشہ عناصر کے خلاف بلا امتیاز کارروائی جاری رکھی جائے گی۔ شرکاء نے اس بات پر اتفاق کیا کہ شہر میں قانون کی بالادستی ہر صورت یقینی بنائی جائے گی۔: [483, 929, 606, 994]
- section-heading-23: [365, 1042, 478, 1057]
- news-paragraph: عدالت نے کیس کی سماعت کے دوران فریقین کے وکلاء کے دلائل سنے اور متعلقہ ریکارڈ طلب کرتے ہوئے سماعت آئندہ تاریخ تک ملتوی کر دی، عدالت نے ہدایت کی کہ آئندہ سماعت پر تمام فریقین اپنی حاضری یقینی بنائیں۔: [483, 863, 606, 928]
- news-text: [365, 22, 478, 105]
- notice-stamp: STF: [125, 268, 141, 278]
- news-text: [611, 22, 726, 199]
- news-paragraph: حکومت کی جانب سے عوامی مسائل کے حل کے لیے مختلف اقدامات کیے جا رہے ہیں، متعلقہ اداروں کو ہدایت کی گئی ہے کہ شہریوں کی شکایات کا فوری ازالہ کیا جائے اور ترقیاتی منصوبوں کو مقررہ وقت میں مکمل کیا جائے تاکہ عوام کو ریلیف مل سکے۔: [731, 495, 846, 578]
- news-text: [731, 326, 846, 578]
- news-paragraph: اجلاس میں امن و امان کی صورتحال کا تفصیلی جائزہ لیا گیا اور فیصلہ کیا گیا کہ جرائم پیشہ عناصر کے خلاف بلا امتیاز کارروائی جاری رکھی جائے گی۔ شرکاء نے اس بات پر اتفاق کیا کہ شہر میں قانون کی بالادستی ہر صورت یقینی بنائی جائے گی۔: [611, 1126, 726, 1200]
- heading-title: مختلف شہروں کی خبریں: [712, 1168, 805, 1179]
- notice-paragraph: اجلاس میں امن و امان کی صورتحال کا تفصیلی جائزہ لیا گیا اور فیصلہ کیا گیا کہ جرائم پیشہ عناصر کے خلاف بلا امتیاز کارروائی جاری رکھی جائے گی۔ شرکاء نے اس بات پر اتفاق کیا کہ شہر میں قانون کی بالادستی ہر صورت یقینی بنائی جائے گی۔: [2, 709, 120, 783]
- notice-text: [125, 868, 358, 953]
- notice-stamp: STF: [2, 373, 18, 383]
- news-paragraph: حکومت کی جانب سے عوامی مسائل کے حل کے لیے مختلف اقدامات کیے جا رہے ہیں، متعلقہ اداروں کو ہدایت کی گئی ہے کہ شہریوں کی شکایات کا فوری ازالہ کیا جائے اور ترقیاتی منصوبوں کو مقررہ وقت میں مکمل کیا جائے تاکہ عوام کو ریلیف مل سکے۔: [365, 22, 478, 105]
- news-paragraph: اجلاس میں امن و امان کی صورتحال کا تفصیلی جائزہ لیا گیا اور فیصلہ کیا گیا کہ جرائم پیشہ عناصر کے خلاف بلا امتیاز کارروائی جاری رکھی جائے گی۔ شرکاء نے اس بات پر اتفاق کیا کہ شہر میں قانون کی بالادستی ہر صورت یقینی بنائی جائے گی۔: [731, 599, 846, 673]
- news-text: [611, 853, 726, 954]
- news-paragraph: صدر کی جانب سے پاکستان کے مختلف شعبوں میں نمایاں خدمات انجام دینے والوں کے لیے اعلان کردہ اعزازات کی تقریب منعقد کی گئی جس میں ملک بھر سے مختلف شخصیات نے شرکت کی۔ اس موقع پر کہا گیا کہ قوم اپنے محسنوں کی خدمات کو ہمیشہ یاد رکھے گی اور ان کی قربانیوں کو خراج تحسین پیش کرتی رہے گی۔: [851, 391, 958, 493]
- section-heading-21: [365, 759, 478, 774]
- notice-text: [125, 191, 358, 267]
- section-heading-8: [731, 1044, 846, 1059]
- heading-number: جنبر 4: [804, 309, 845, 322]
- news-text: [731, 694, 846, 795]
- notice-paragraph: اجلاس میں امن و امان کی صورتحال کا تفصیلی جائزہ لیا گیا اور فیصلہ کیا گیا کہ جرائم پیشہ عناصر کے خلاف بلا امتیاز کارروائی جاری رکھی جائے گی۔ شرکاء نے اس بات پر اتفاق کیا کہ شہر میں قانون کی بالادستی ہر صورت یقینی بنائی جائے گی۔: [125, 229, 358, 267]
- section-heading-15: [611, 957, 726, 972]
- column-news-5: [608, 22, 728, 1773]
- notice-paragraph: عدالت نے کیس کی سماعت کے دوران فریقین کے وکلاء کے دلائل سنے اور متعلقہ ریکارڈ طلب کرتے ہوئے سماعت آئندہ تاریخ تک ملتوی کر دی، عدالت نے ہدایت کی کہ آئندہ سماعت پر تمام فریقین اپنی حاضری یقینی بنائیں۔: [2, 470, 120, 535]
- gavel-icon: [136, 709, 158, 723]
- column-court-notices-1: [0, 22, 125, 1773]
- notice-paragraph: عام لوگوں کو مطلع کیا جاتا ہے کہ درخواست گزار نے عدالت میں وراثتی سرٹیفکیٹ کے اجراء کے لیے درخواست دائر کی ہے، جس کسی کو اس پر اعتراض ہو وہ مقررہ تاریخ پر بوقت صبح عدالت میں حاضر ہو کر اپنا اعتراض پیش کرے ورنہ درخواست پر یکطرفہ کارروائی عمل میں لائی جائے گی۔: [125, 133, 358, 179]
- heading-title: وفاقی ادارے: [623, 203, 667, 214]
- news-text: [365, 324, 478, 473]
- section-heading-22: [365, 920, 478, 935]
- column-news-4: [480, 22, 608, 1773]
- news-paragraph: صدر کی جانب سے پاکستان کے مختلف شعبوں میں نمایاں خدمات انجام دینے والوں کے لیے اعلان کردہ اعزازات کی تقریب منعقد کی گئی جس میں ملک بھر سے مختلف شخصیات نے شرکت کی۔ اس موقع پر کہا گیا کہ قوم اپنے محسنوں کی خدمات کو ہمیشہ یاد رکھے گی اور ان کی قربانیوں کو خراج تحسین پیش کرتی رہے گی۔: [483, 390, 606, 483]
- masthead-urdu-title: [750, 1, 960, 15]
- heading-number: جنبر 22: [430, 921, 477, 934]
- heading-title: عدالتی کارروائی: [616, 656, 674, 667]
- section-heading-14: [611, 835, 726, 850]
- section-heading-1: [836, 25, 958, 40]
- news-paragraph: صدر کی جانب سے پاکستان کے مختلف شعبوں میں نمایاں خدمات انجام دینے والوں کے لیے اعلان کردہ اعزازات کی تقریب منعقد کی گئی جس میں ملک بھر سے مختلف شخصیات نے شرکت کی۔ اس موقع پر کہا گیا کہ قوم اپنے محسنوں کی خدمات کو ہمیشہ یاد رکھے گی اور ان کی قربانیوں کو خراج تحسین پیش کرتی رہے گی۔: [611, 852, 726, 954]
- notice-text: [2, 853, 120, 917]
- heading-title: شہری مسائل: [620, 836, 670, 847]
- court-notice-label: [129, 706, 354, 726]
- news-paragraph: عدالت نے کیس کی سماعت کے دوران فریقین کے وکلاء کے دلائل سنے اور متعلقہ ریکارڈ طلب کرتے ہوئے سماعت آئندہ تاریخ تک ملتوی کر دی، عدالت نے ہدایت کی کہ آئندہ سماعت پر تمام فریقین اپنی حاضری یقینی بنائیں۔: [365, 776, 478, 841]
- news-text: [731, 599, 846, 673]
- news-paragraph: اجلاس میں امن و امان کی صورتحال کا تفصیلی جائزہ لیا گیا اور فیصلہ کیا گیا کہ جرائم پیشہ عناصر کے خلاف بلا امتیاز کارروائی جاری رکھی جائے گی۔ شرکاء نے اس بات پر اتفاق کیا کہ شہر میں قانون کی بالادستی ہر صورت یقینی بنائی جائے گی۔: [731, 967, 846, 1041]
- news-paragraph: حکومت کی جانب سے عوامی مسائل کے حل کے لیے مختلف اقدامات کیے جا رہے ہیں، متعلقہ اداروں کو ہدایت کی گئی ہے کہ شہریوں کی شکایات کا فوری ازالہ کیا جائے اور ترقیاتی منصوبوں کو مقررہ وقت میں مکمل کیا جائے تاکہ عوام کو ریلیف مل سکے۔: [365, 323, 478, 407]
- news-text: [611, 975, 726, 1200]
- notice-paragraph: عام لوگوں کو مطلع کیا جاتا ہے کہ درخواست گزار نے عدالت میں وراثتی سرٹیفکیٹ کے اجراء کے لیے درخواست دائر کی ہے، جس کسی کو اس پر اعتراض ہو وہ مقررہ تاریخ پر بوقت صبح عدالت میں حاضر ہو کر اپنا اعتراض پیش کرے ورنہ درخواست پر یکطرفہ کارروائی عمل میں لائی جائے گی۔: [125, 482, 358, 529]
- hearing-date: 29-08-2026: [2, 833, 54, 844]
- application-line: Application U/S 372 of Succession Act: [2, 931, 82, 950]
- news-paragraph: حکومت کی جانب سے عوامی مسائل کے حل کے لیے مختلف اقدامات کیے جا رہے ہیں، متعلقہ اداروں کو ہدایت کی گئی ہے کہ شہریوں کی شکایات کا فوری ازالہ کیا جائے اور ترقیاتی منصوبوں کو مقررہ وقت میں مکمل کیا جائے تاکہ عوام کو ریلیف مل سکے۔: [365, 1409, 478, 1492]
- heading-number: جنبر 8: [804, 1045, 845, 1058]
- notice-text: [125, 306, 358, 391]
- news-paragraph: صدر کی جانب سے پاکستان کے مختلف شعبوں میں نمایاں خدمات انجام دینے والوں کے لیے اعلان کردہ اعزازات کی تقریب منعقد کی گئی جس میں ملک بھر سے مختلف شخصیات نے شرکت کی۔ اس موقع پر کہا گیا کہ قوم اپنے محسنوں کی خدمات کو ہمیشہ یاد رکھے گی اور ان کی قربانیوں کو خراج تحسین پیش کرتی رہے گی۔: [365, 125, 478, 227]
- notice-text: [125, 730, 358, 854]
- news-paragraph: عدالت نے کیس کی سماعت کے دوران فریقین کے وکلاء کے دلائل سنے اور متعلقہ ریکارڈ طلب کرتے ہوئے سماعت آئندہ تاریخ تک ملتوی کر دی، عدالت نے ہدایت کی کہ آئندہ سماعت پر تمام فریقین اپنی حاضری یقینی بنائیں۔: [483, 560, 606, 625]
- news-text: [731, 1062, 846, 1163]
- heading-number: جنبر 23: [430, 1043, 477, 1056]
- news-text: [365, 494, 478, 756]
- heading-title: بلدیاتی انتخابات: [617, 1204, 673, 1215]
- news-paragraph: صدر کی جانب سے پاکستان کے مختلف شعبوں میں نمایاں خدمات انجام دینے والوں کے لیے اعلان کردہ اعزازات کی تقریب منعقد کی گئی جس میں ملک بھر سے مختلف شخصیات نے شرکت کی۔ اس موقع پر کہا گیا کہ قوم اپنے محسنوں کی خدمات کو ہمیشہ یاد رکھے گی اور ان کی قربانیوں کو خراج تحسین پیش کرتی رہے گی۔: [483, 88, 606, 181]
- notice-paragraph: عام لوگوں کو مطلع کیا جاتا ہے کہ درخواست گزار نے عدالت میں وراثتی سرٹیفکیٹ کے اجراء کے لیے درخواست دائر کی ہے، جس کسی کو اس پر اعتراض ہو وہ مقررہ تاریخ پر بوقت صبح عدالت میں حاضر ہو کر اپنا اعتراض پیش کرے ورنہ درخواست پر یکطرفہ کارروائی عمل میں لائی جائے گی۔: [2, 213, 120, 296]
- column-classifieds: [122, 22, 360, 1773]
- notice-paragraph: اجلاس میں امن و امان کی صورتحال کا تفصیلی جائزہ لیا گیا اور فیصلہ کیا گیا کہ جرائم پیشہ عناصر کے خلاف بلا امتیاز کارروائی جاری رکھی جائے گی۔ شرکاء نے اس بات پر اتفاق کیا کہ شہر میں قانون کی بالادستی ہر صورت یقینی بنائی جائے گی۔: [125, 915, 358, 953]
- section-heading-19: [365, 306, 478, 321]
- notice-text: [2, 989, 120, 1138]
- announcement-label-text: اعلان عام: [299, 286, 347, 298]
- notice-paragraph: عدالت نے کیس کی سماعت کے دوران فریقین کے وکلاء کے دلائل سنے اور متعلقہ ریکارڈ طلب کرتے ہوئے سماعت آئندہ تاریخ تک ملتوی کر دی، عدالت نے ہدایت کی کہ آئندہ سماعت پر تمام فریقین اپنی حاضری یقینی بنائیں۔: [2, 1074, 120, 1139]
- news-paragraph: اجلاس میں امن و امان کی صورتحال کا تفصیلی جائزہ لیا گیا اور فیصلہ کیا گیا کہ جرائم پیشہ عناصر کے خلاف بلا امتیاز کارروائی جاری رکھی جائے گی۔ شرکاء نے اس بات پر اتفاق کیا کہ شہر میں قانون کی بالادستی ہر صورت یقینی بنائی جائے گی۔: [365, 229, 478, 303]
